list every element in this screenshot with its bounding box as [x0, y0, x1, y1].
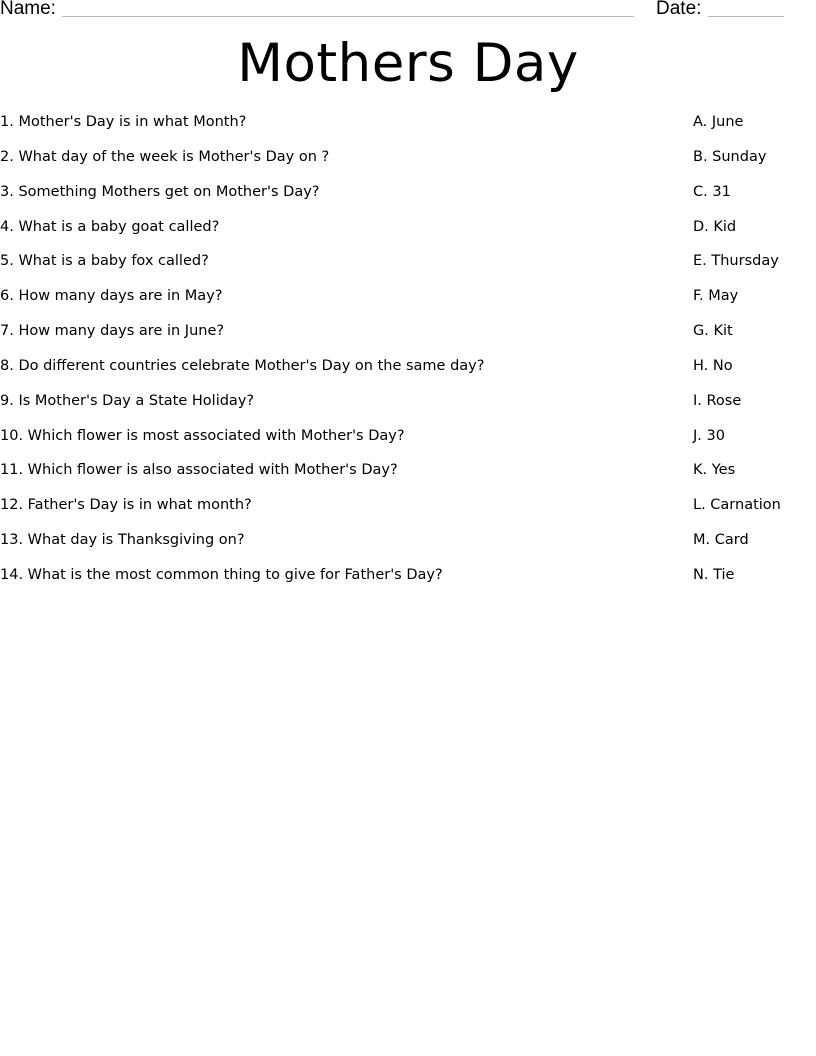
question-item: 7. How many days are in June? — [0, 323, 225, 340]
answer-item: C. 31 — [693, 183, 731, 200]
answer-item: A. June — [693, 114, 744, 130]
answer-item: L. Carnation — [693, 497, 781, 514]
answer-item: G. Kit — [693, 323, 733, 340]
date-label: Date: — [656, 0, 702, 19]
page-title: Mothers Day — [237, 33, 579, 94]
answer-list — [693, 111, 813, 599]
question-item: 10. Which flower is most associated with Mother's Day? — [0, 427, 405, 444]
answer-item: E. Thursday — [693, 253, 779, 270]
name-label: Name: — [0, 0, 56, 19]
answer-item: J. 30 — [693, 427, 725, 444]
question-item: 5. What is a baby fox called? — [0, 253, 209, 270]
question-item: 14. What is the most common thing to give for Father's Day? — [0, 566, 443, 583]
question-item: 9. Is Mother's Day a State Holiday? — [0, 392, 255, 409]
question-item: 6. How many days are in May? — [0, 288, 223, 305]
answer-item: I. Rose — [693, 392, 742, 409]
question-item: 3. Something Mothers get on Mother's Day? — [0, 183, 320, 200]
question-item: 1. Mother's Day is in what Month? — [0, 114, 247, 130]
worksheet-header — [0, 0, 816, 22]
question-item: 8. Do different countries celebrate Mother's Day on the same day? — [0, 357, 485, 374]
answer-item: N. Tie — [693, 566, 735, 583]
answer-item: K. Yes — [693, 462, 736, 479]
question-item: 2. What day of the week is Mother's Day on ? — [0, 148, 330, 165]
answer-item: D. Kid — [693, 218, 737, 235]
question-list — [0, 111, 660, 599]
name-blank-line — [62, 16, 634, 17]
date-blank-line — [708, 16, 784, 17]
question-item: 12. Father's Day is in what month? — [0, 497, 252, 514]
answer-item: H. No — [693, 357, 733, 374]
answer-item: M. Card — [693, 532, 749, 549]
answer-item: B. Sunday — [693, 148, 767, 165]
question-item: 11. Which flower is also associated with Mother's Day? — [0, 462, 398, 479]
question-item: 13. What day is Thanksgiving on? — [0, 532, 245, 549]
answer-item: F. May — [693, 288, 739, 305]
question-item: 4. What is a baby goat called? — [0, 218, 220, 235]
